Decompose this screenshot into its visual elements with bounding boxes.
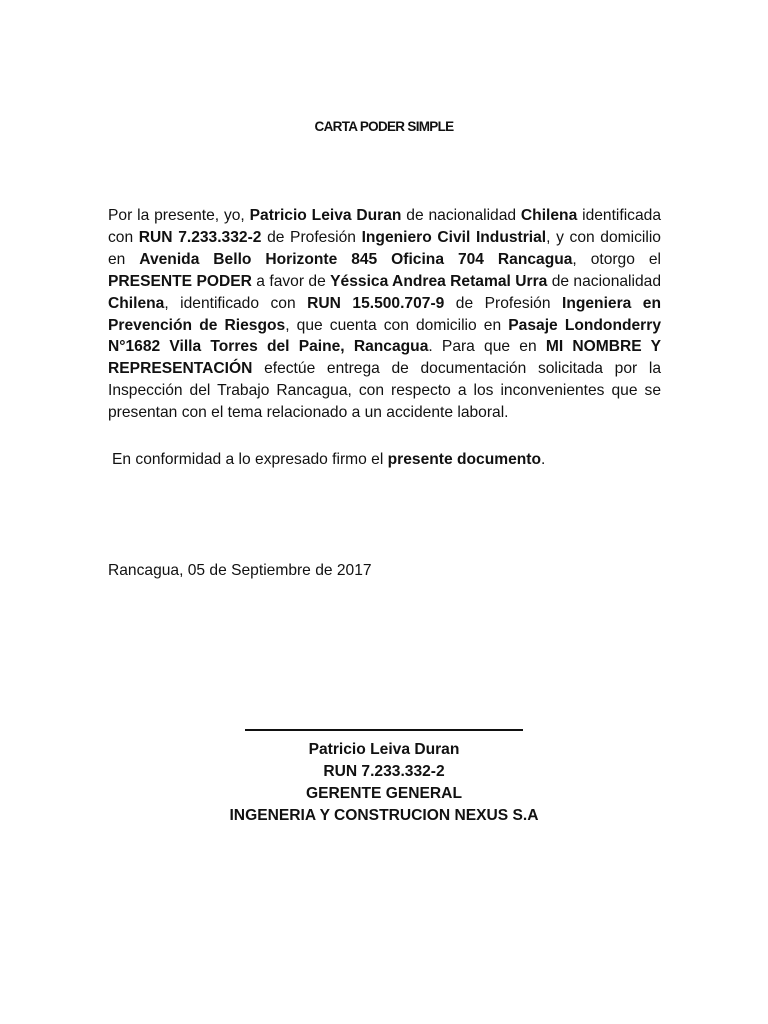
body-segment: identificada con: [108, 207, 661, 246]
body-segment: efectúe entrega de documentación solicitada por la Inspección del Trabajo Rancagua, con respecto a los inconvenientes que se presentan con el tema relacionado a un accidente laboral.: [108, 360, 661, 422]
body-segment: . Para que en: [428, 338, 546, 356]
body-segment: , otorgo el: [572, 250, 661, 268]
conformity-bold: presente documento: [387, 451, 542, 468]
document-title: CARTA PODER SIMPLE: [314, 119, 454, 134]
conformity-prefix: En conformidad a lo expresado firmo el: [112, 451, 388, 468]
grantor-address: Avenida Bello Horizonte 845 Oficina 704 Rancagua: [139, 250, 573, 268]
grantor-nationality: Chilena: [520, 207, 578, 224]
body-segment: Por la presente, yo,: [108, 207, 250, 224]
representation-label: MI NOMBRE Y REPRESENTACIÓN: [108, 338, 661, 378]
body-segment: , identificado con: [164, 294, 308, 312]
conformity-suffix: .: [541, 451, 546, 468]
grantee-address: Pasaje Londonderry N°1682 Villa Torres del Paine, Rancagua: [108, 316, 661, 356]
signer-company: INGENERIA Y CONSTRUCION NEXUS S.A: [229, 807, 539, 824]
grantor-run: RUN 7.233.332-2: [138, 228, 262, 246]
grantor-profession: Ingeniero Civil Industrial: [361, 228, 547, 246]
grantee-nationality: Chilena: [108, 294, 165, 312]
body-segment: , y con domicilio en: [108, 228, 661, 268]
conformity-statement: [112, 449, 672, 471]
body-segment: , que cuenta con domicilio en: [285, 316, 509, 334]
body-segment: de nacionalidad: [547, 272, 662, 290]
body-segment: de Profesión: [261, 228, 362, 246]
power-of-attorney-label: PRESENTE PODER: [108, 272, 252, 290]
grantee-run: RUN 15.500.707-9: [307, 294, 445, 312]
body-segment: a favor de: [251, 272, 331, 290]
body-segment: de Profesión: [444, 294, 562, 312]
signer-position: GERENTE GENERAL: [306, 785, 462, 802]
signer-run: RUN 7.233.332-2: [323, 763, 445, 780]
grantee-name: Yéssica Andrea Retamal Urra: [330, 272, 548, 290]
signature-block: [0, 715, 768, 827]
grantor-name: Patricio Leiva Duran: [249, 207, 402, 224]
signer-name: Patricio Leiva Duran: [308, 741, 460, 758]
signature-line: [245, 715, 523, 731]
body-paragraph: [108, 205, 661, 424]
body-segment: de nacionalidad: [401, 207, 521, 224]
grantee-profession: Ingeniera en Prevención de Riesgos: [108, 294, 662, 334]
place-and-date: Rancagua, 05 de Septiembre de 2017: [108, 562, 372, 579]
